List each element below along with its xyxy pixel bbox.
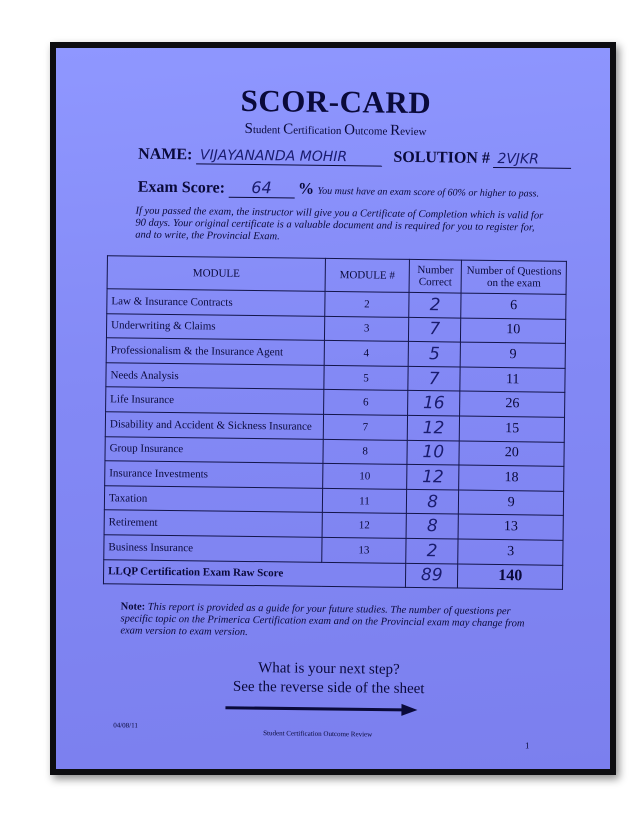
name-line xyxy=(138,146,571,169)
module-name: Needs Analysis xyxy=(106,363,325,390)
raw-score-row xyxy=(103,559,562,589)
number-questions: 10 xyxy=(461,318,566,344)
next-step-question: What is your next step? xyxy=(258,660,400,678)
scorecard-sheet xyxy=(56,48,610,769)
subtitle-initial: O xyxy=(344,122,356,139)
header-module: MODULE xyxy=(107,256,326,292)
header-number-correct: Number Correct xyxy=(409,259,462,293)
module-name: Life Insurance xyxy=(106,387,325,414)
subtitle-initial: S xyxy=(244,120,254,138)
right-arrow-icon xyxy=(223,701,419,717)
solution-label: SOLUTION # xyxy=(393,148,490,167)
number-correct: 2 xyxy=(406,538,459,563)
module-number: 11 xyxy=(323,488,407,514)
module-name: Disability and Accident & Sickness Insurance xyxy=(105,412,324,439)
number-correct: 7 xyxy=(408,366,461,391)
number-questions: 18 xyxy=(459,465,564,491)
next-step xyxy=(56,657,606,702)
subtitle-rest: tudent xyxy=(252,124,284,137)
raw-score-label: LLQP Certification Exam Raw Score xyxy=(103,559,405,587)
subtitle-rest: eview xyxy=(400,125,427,139)
module-name: Taxation xyxy=(104,485,323,512)
note-label: Note: xyxy=(120,601,146,613)
module-name: Underwriting & Claims xyxy=(106,313,325,340)
number-correct: 10 xyxy=(407,440,460,465)
number-questions: 3 xyxy=(458,539,563,565)
header-module-num: MODULE # xyxy=(325,258,409,292)
module-number: 13 xyxy=(322,537,406,563)
module-name: Group Insurance xyxy=(105,436,324,463)
raw-score-total: 140 xyxy=(458,564,563,590)
number-correct: 8 xyxy=(406,489,459,514)
subtitle-rest: utcome xyxy=(354,125,391,138)
number-correct: 2 xyxy=(409,292,462,317)
number-correct: 12 xyxy=(406,465,459,490)
subtitle-initial: C xyxy=(283,121,294,138)
page-title: SCOR-CARD xyxy=(240,82,432,121)
module-number: 3 xyxy=(325,316,409,342)
number-questions: 13 xyxy=(459,514,564,540)
exam-score-label: Exam Score: xyxy=(137,178,226,197)
next-step-instruction: See the reverse side of the sheet xyxy=(232,678,425,698)
number-correct: 12 xyxy=(407,415,460,440)
module-name: Insurance Investments xyxy=(105,461,324,488)
number-questions: 20 xyxy=(459,441,564,467)
number-questions: 6 xyxy=(461,293,566,319)
module-name: Law & Insurance Contracts xyxy=(107,289,326,316)
instructions-paragraph: If you passed the exam, the instructor will give you a Certificate of Completion which is valid for 90 days. Your original certificate is a valuable document and is required for you to register for, and to write, the Provincial Exam. xyxy=(135,205,544,243)
subtitle-rest: ertification xyxy=(293,124,345,138)
module-number: 12 xyxy=(322,513,406,539)
table-body xyxy=(103,289,566,590)
scorecard-page xyxy=(56,48,610,769)
footer-title: Student Certification Outcome Review xyxy=(263,729,373,739)
exam-score-value: 64 xyxy=(228,178,294,199)
module-number: 2 xyxy=(325,291,409,317)
number-correct: 7 xyxy=(408,317,461,342)
page-number: 1 xyxy=(524,740,530,751)
note-paragraph xyxy=(120,601,540,642)
name-value: VIJAYANANDA MOHIR xyxy=(196,147,382,166)
module-number: 7 xyxy=(323,414,407,440)
number-correct: 5 xyxy=(408,342,461,367)
module-name: Retirement xyxy=(104,510,323,537)
subtitle-initial: R xyxy=(390,122,401,139)
number-questions: 15 xyxy=(460,416,565,442)
percent-sign: % xyxy=(297,180,315,198)
solution-value: 2VJKR xyxy=(493,151,571,169)
module-number: 10 xyxy=(323,464,407,490)
number-questions: 26 xyxy=(460,391,565,417)
raw-score-correct: 89 xyxy=(405,563,458,588)
score-table xyxy=(103,255,567,590)
module-number: 8 xyxy=(323,439,407,465)
exam-score-line xyxy=(138,177,539,202)
note-text: This report is provided as a guide for your future studies. The number of questions per specific topic on the Primerica Certification exam and on the Provincial exam may change from exam version to exam version. xyxy=(120,601,525,638)
number-correct: 16 xyxy=(407,391,460,416)
module-name: Business Insurance xyxy=(104,535,323,562)
header-number-questions: Number of Questions on the exam xyxy=(462,260,567,294)
number-correct: 8 xyxy=(406,514,459,539)
module-number: 6 xyxy=(324,390,408,416)
name-label: NAME: xyxy=(138,145,193,164)
number-questions: 11 xyxy=(460,367,565,393)
module-name: Professionalism & the Insurance Agent xyxy=(106,338,325,365)
number-questions: 9 xyxy=(461,342,566,368)
table-header-row xyxy=(107,256,566,295)
number-questions: 9 xyxy=(459,490,564,516)
pass-requirement: You must have an exam score of 60% or higher to pass. xyxy=(317,185,540,200)
module-number: 5 xyxy=(324,365,408,391)
footer-date: 04/08/11 xyxy=(113,721,138,730)
module-number: 4 xyxy=(324,341,408,367)
